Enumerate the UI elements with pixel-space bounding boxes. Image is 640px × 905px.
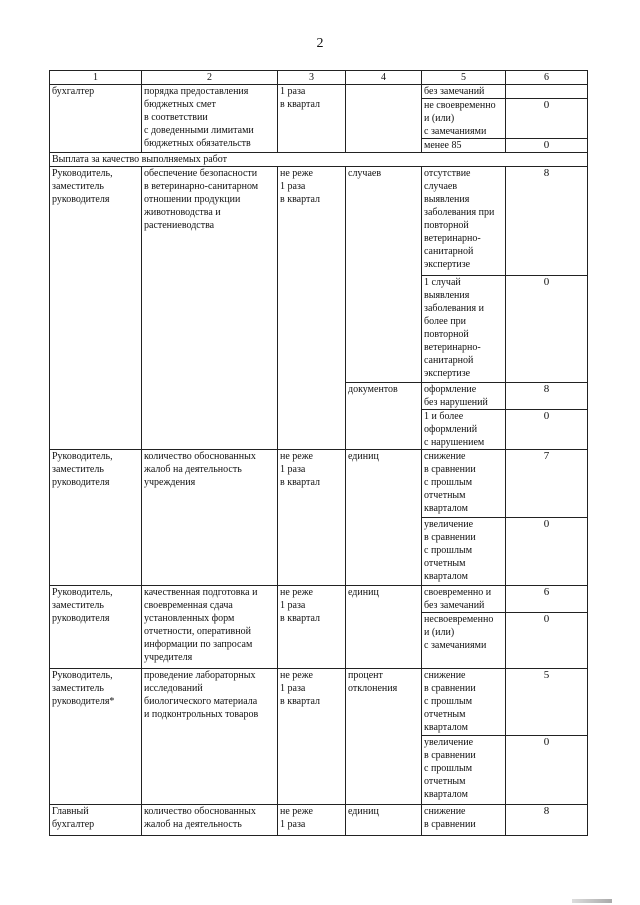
condition-cell: своевременно и без замечаний [422,586,506,613]
table-row [50,586,588,613]
table-row [50,669,588,736]
criterion-cell: количество обоснованных жалоб на деятельность [142,805,278,836]
period-cell: не реже 1 раза в квартал [278,669,346,805]
unit-cell: единиц [346,450,422,586]
points-cell: 0 [506,736,588,805]
criterion-cell: качественная подготовка и своевременная сдача установленных форм отчетности, оперативной информации по запросам учредителя [142,586,278,669]
condition-cell: увеличение в сравнении с прошлым отчетным кварталом [422,518,506,586]
role-cell: Руководитель, заместитель руководителя [50,586,142,669]
condition-cell: оформление без нарушений [422,383,506,410]
table-row [50,450,588,518]
unit-cell [346,85,422,153]
points-cell: 8 [506,383,588,410]
page-number: 2 [316,36,324,51]
points-cell: 0 [506,99,588,139]
condition-cell: 1 и более оформлений с нарушением [422,410,506,450]
table-row [50,805,588,836]
unit-cell: единиц [346,805,422,836]
condition-cell: снижение в сравнении с прошлым отчетным кварталом [422,669,506,736]
unit-cell: документов [346,383,422,450]
unit-cell: единиц [346,586,422,669]
condition-cell: 1 случай выявления заболевания и более при повторной ветеринарно- санитарной экспертизе [422,276,506,383]
period-cell: не реже 1 раза в квартал [278,450,346,586]
role-cell: Руководитель, заместитель руководителя* [50,669,142,805]
role-cell: бухгалтер [50,85,142,153]
table-row [50,167,588,276]
unit-cell: случаев [346,167,422,383]
period-cell: 1 раза в квартал [278,85,346,153]
unit-cell: процент отклонения [346,669,422,805]
points-cell [506,85,588,99]
period-cell: не реже 1 раза в квартал [278,586,346,669]
points-cell: 6 [506,586,588,613]
section-title: Выплата за качество выполняемых работ [50,153,588,167]
condition-cell: увеличение в сравнении с прошлым отчетным кварталом [422,736,506,805]
role-cell: Руководитель, заместитель руководителя [50,450,142,586]
condition-cell: снижение в сравнении с прошлым отчетным кварталом [422,450,506,518]
points-cell: 0 [506,410,588,450]
table-header-row [50,71,588,85]
col-header-6: 6 [506,71,588,85]
scan-mark [572,899,612,903]
points-cell: 0 [506,518,588,586]
points-cell: 8 [506,167,588,276]
condition-cell: несвоевременно и (или) с замечаниями [422,613,506,669]
criteria-table [49,70,588,836]
condition-cell: отсутствие случаев выявления заболевания при повторной ветеринарно- санитарной экспертизе [422,167,506,276]
points-cell: 0 [506,613,588,669]
condition-cell: без замечаний [422,85,506,99]
period-cell: не реже 1 раза в квартал [278,167,346,450]
section-row [50,153,588,167]
points-cell: 7 [506,450,588,518]
condition-cell: снижение в сравнении [422,805,506,836]
col-header-1: 1 [50,71,142,85]
points-cell: 8 [506,805,588,836]
col-header-2: 2 [142,71,278,85]
col-header-4: 4 [346,71,422,85]
col-header-5: 5 [422,71,506,85]
page-bottom-margin [0,848,640,905]
points-cell: 5 [506,669,588,736]
condition-cell: менее 85 [422,139,506,153]
col-header-3: 3 [278,71,346,85]
criterion-cell: количество обоснованных жалоб на деятельность учреждения [142,450,278,586]
period-cell: не реже 1 раза [278,805,346,836]
criterion-cell: обеспечение безопасности в ветеринарно-санитарном отношении продукции животноводства и растениеводства [142,167,278,450]
condition-cell: не своевременно и (или) с замечаниями [422,99,506,139]
table-row [50,85,588,99]
role-cell: Руководитель, заместитель руководителя [50,167,142,450]
points-cell: 0 [506,139,588,153]
criterion-cell: проведение лабораторных исследований биологического материала и подконтрольных товаров [142,669,278,805]
criterion-cell: порядка предоставления бюджетных смет в соответствии с доведенными лимитами бюджетных обязательств [142,85,278,153]
points-cell: 0 [506,276,588,383]
role-cell: Главный бухгалтер [50,805,142,836]
